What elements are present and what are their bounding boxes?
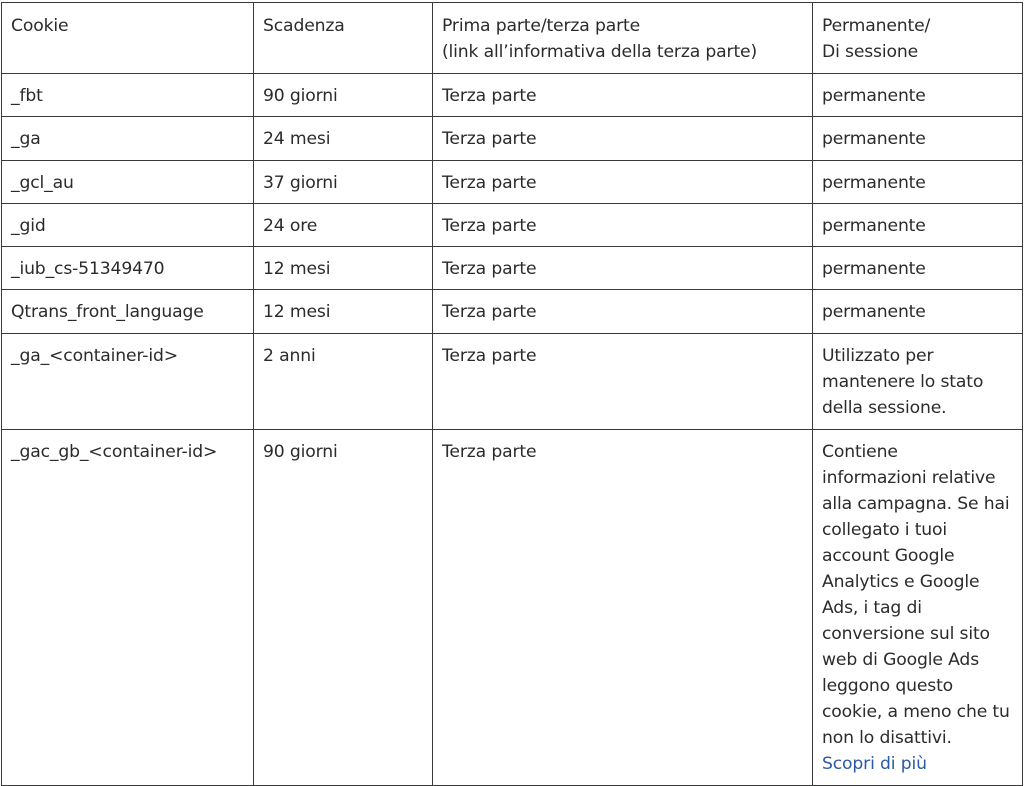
type-cell xyxy=(813,333,1023,429)
party-cell: Terza parte xyxy=(433,333,813,429)
party-cell: Terza parte xyxy=(433,290,813,333)
header-party xyxy=(433,3,813,74)
cookie-name-cell: _gac_gb_<container-id> xyxy=(2,429,254,785)
type-description-line: cookie, a meno che tu xyxy=(822,701,1010,722)
cookie-name-cell: Qtrans_front_language xyxy=(2,290,254,333)
type-cell xyxy=(813,429,1023,785)
expiry-cell: 12 mesi xyxy=(254,247,433,290)
type-cell: permanente xyxy=(813,160,1023,203)
expiry-cell: 24 mesi xyxy=(254,117,433,160)
party-cell: Terza parte xyxy=(433,429,813,785)
type-description-line: conversione sul sito xyxy=(822,623,990,644)
cookie-name-cell: _ga_<container-id> xyxy=(2,333,254,429)
table-row xyxy=(2,160,1023,203)
expiry-cell: 2 anni xyxy=(254,333,433,429)
party-cell: Terza parte xyxy=(433,74,813,117)
table-header-row xyxy=(2,3,1023,74)
type-description-line: della sessione. xyxy=(822,397,947,418)
table-row xyxy=(2,429,1023,785)
header-expiry xyxy=(254,3,433,74)
cookie-name-cell: _ga xyxy=(2,117,254,160)
expiry-cell: 12 mesi xyxy=(254,290,433,333)
type-description-line: Analytics e Google xyxy=(822,571,980,592)
party-cell: Terza parte xyxy=(433,160,813,203)
type-description-line: alla campagna. Se hai xyxy=(822,493,1010,514)
table-row xyxy=(2,74,1023,117)
type-description-line: Utilizzato per xyxy=(822,345,934,366)
table-row xyxy=(2,333,1023,429)
type-description-line: Ads, i tag di xyxy=(822,597,922,618)
table-row xyxy=(2,203,1023,246)
header-type-line1: Permanente/ xyxy=(822,16,931,36)
header-type-line2: Di sessione xyxy=(822,42,919,62)
type-description-line: collegato i tuoi xyxy=(822,519,948,540)
type-cell: permanente xyxy=(813,290,1023,333)
table-row xyxy=(2,117,1023,160)
header-party-line1: Prima parte/terza parte xyxy=(442,16,641,36)
type-cell: permanente xyxy=(813,203,1023,246)
cookie-name-cell: _iub_cs-51349470 xyxy=(2,247,254,290)
cookie-name-cell: _gcl_au xyxy=(2,160,254,203)
header-type xyxy=(813,3,1023,74)
party-cell: Terza parte xyxy=(433,117,813,160)
header-expiry-label: Scadenza xyxy=(263,16,345,36)
type-cell: permanente xyxy=(813,247,1023,290)
expiry-cell: 90 giorni xyxy=(254,74,433,117)
cookie-name-cell: _gid xyxy=(2,203,254,246)
type-cell: permanente xyxy=(813,117,1023,160)
party-cell: Terza parte xyxy=(433,247,813,290)
header-cookie xyxy=(2,3,254,74)
type-description-line: non lo disattivi. xyxy=(822,727,952,748)
party-cell: Terza parte xyxy=(433,203,813,246)
type-description-line: web di Google Ads xyxy=(822,649,979,670)
type-description-line: mantenere lo stato xyxy=(822,371,984,392)
type-description-line: leggono questo xyxy=(822,675,954,696)
type-cell: permanente xyxy=(813,74,1023,117)
table-row xyxy=(2,247,1023,290)
table-row xyxy=(2,290,1023,333)
expiry-cell: 37 giorni xyxy=(254,160,433,203)
type-description-line: Contiene xyxy=(822,441,898,462)
type-description-line: informazioni relative xyxy=(822,467,996,488)
header-cookie-label: Cookie xyxy=(11,16,69,36)
learn-more-link[interactable]: Scopri di più xyxy=(822,753,927,774)
header-party-line2: (link all’informativa della terza parte) xyxy=(442,42,758,62)
cookie-name-cell: _fbt xyxy=(2,74,254,117)
cookie-table xyxy=(1,2,1023,786)
expiry-cell: 24 ore xyxy=(254,203,433,246)
expiry-cell: 90 giorni xyxy=(254,429,433,785)
type-description-line: account Google xyxy=(822,545,955,566)
